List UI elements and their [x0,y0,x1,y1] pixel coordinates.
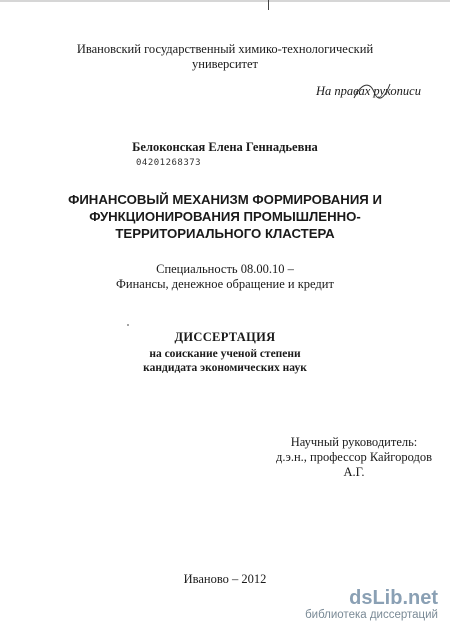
manuscript-note: На правах рукописи [316,84,421,98]
title-line-3: ТЕРРИТОРИАЛЬНОГО КЛАСТЕРА [115,226,335,241]
library-code: 04201268373 [136,158,202,168]
university-name [0,42,450,72]
city-year: Иваново – 2012 [183,572,267,586]
university-line-2: университет [192,57,258,71]
scientific-advisor [264,435,444,480]
title-line-2: ФУНКЦИОНИРОВАНИЯ ПРОМЫШЛЕННО- [89,209,361,224]
dissertation-label: ДИССЕРТАЦИЯ [174,330,276,344]
scan-mark [268,0,269,10]
specialty-line-2: Финансы, денежное обращение и кредит [116,277,334,291]
advisor-label: Научный руководитель: [290,435,418,449]
degree-line-2: кандидата экономических наук [143,362,307,374]
dissertation-title [0,191,450,242]
dslib-watermark[interactable] [305,587,438,622]
dslib-logo[interactable]: dsLib.net [349,587,438,609]
degree-line-1: на соискание ученой степени [149,348,301,360]
scan-speck [127,324,129,326]
advisor-name: д.э.н., профессор Кайгородов А.Г. [275,450,433,479]
author-name: Белоконская Елена Геннадьевна [132,140,318,154]
degree-text [0,347,450,375]
specialty-line-1: Специальность 08.00.10 – [156,262,294,276]
title-line-1: ФИНАНСОВЫЙ МЕХАНИЗМ ФОРМИРОВАНИЯ И [68,192,382,207]
scan-edge [0,0,450,2]
signature-scribble [352,78,392,104]
university-line-1: Ивановский государственный химико-технологический [76,42,374,56]
specialty [0,262,450,292]
dslib-caption: библиотека диссертаций [305,609,438,621]
